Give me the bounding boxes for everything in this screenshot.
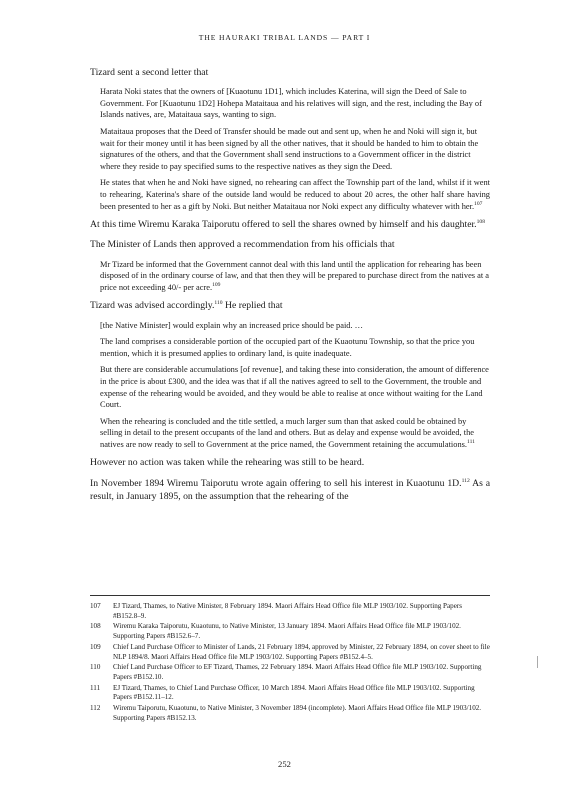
running-header: THE HAURAKI TRIBAL LANDS — PART I (198, 33, 371, 42)
footnote (90, 643, 490, 662)
footnote-text: Chief Land Purchase Officer to EF Tizard, Thames, 22 February 1894. Maori Affairs Head Office file MLP 1903/102. Supporting Papers #B152.10. (113, 663, 482, 681)
block-quote (90, 86, 490, 212)
footnote-number: 109 (90, 642, 101, 651)
paragraph (90, 477, 490, 503)
quote-paragraph: But there are considerable accumulations [of revenue], and taking these into consideration, the amount of difference in the price is about £300, and the idea was that if all the natives agreed to sell to the Government, the trouble and expense of the rehearing would be avoided, and they would be able to realise at once without waiting for the Land Court. (100, 365, 489, 410)
quote-paragraph: [the Native Minister] would explain why an increased price should be paid. … (100, 320, 364, 330)
paragraph: Tizard sent a second letter that (90, 67, 209, 78)
paragraph-text: He replied that (222, 300, 283, 312)
paragraph-text: As a result, in January 1895, on the assumption that the rehearing of the (90, 477, 491, 502)
footnote-ref[interactable]: 110 (214, 300, 223, 307)
quote-paragraph (90, 259, 490, 294)
paragraph: The Minister of Lands then approved a recommendation from his officials that (90, 239, 395, 251)
footnote-ref[interactable]: 109 (212, 281, 221, 288)
paragraph: However no action was taken while the rehearing was still to be heard. (90, 457, 365, 469)
quote-text: When the rehearing is concluded and the title settled, a much larger sum than that asked could be obtained by selling in detail to the present occupants of the land and others. But as delay and expense would be avoided, the natives are now ready to sell to Government at the price named, the Government retaining the accumulations. (100, 416, 474, 449)
footnote-ref[interactable]: 111 (466, 439, 475, 446)
footnote-ref[interactable]: 112 (461, 477, 470, 484)
footnote (90, 663, 490, 682)
paragraph-text: Tizard was advised accordingly. (90, 300, 215, 312)
quote-paragraph: Mataitaua proposes that the Deed of Transfer should be made out and sent up, when he and Noki will sign it, but wait for their money until it has been signed by all the other natives, that it should be handed to him to obtain the signatures of the others, and that the Government shall send instructions to a Government officer in the district where they reside to pay specified sums to the respective natives as they sign the Deed. (100, 126, 479, 171)
quote-paragraph: Harata Noki states that the owners of [Kuaotunu 1D1], which includes Katerina, will sign the Deed of Sale to Government. For [Kuaotunu 1D2] Hohepa Mataitaua and his relatives will sign, and the rest, including the Bay of Islands natives, are, Mataitaua says, wanting to sign. (100, 87, 482, 120)
margin-mark (537, 656, 538, 668)
footnote (90, 684, 490, 703)
main-text (90, 66, 490, 510)
block-quote (90, 259, 490, 294)
footnote-number: 110 (90, 663, 101, 672)
paragraph-text: At this time Wiremu Karaka Taiporutu offered to sell the shares owned by himself and his daughter. (90, 219, 477, 231)
footnote-ref[interactable]: 107 (474, 200, 483, 207)
footnote-text: Wiremu Taiporutu, Kuaotunu, to Native Minister, 3 November 1894 (incomplete). Maori Affairs Head Office file MLP 1903/102. Supporting Papers #B152.13. (113, 704, 482, 722)
quote-paragraph: The land comprises a considerable portion of the occupied part of the Kuaotunu Township, so that the price you mention, which it is presumed applies to ordinary land, is quite inadequate. (100, 337, 475, 358)
footnote-text: Chief Land Purchase Officer to Minister of Lands, 21 February 1894, approved by Minister, 22 February 1894, on cover sheet to file NLP 1894/8. Maori Affairs Head Office file MLP 1903/102. Supporting Papers #B152.4–5. (113, 642, 490, 661)
quote-paragraph (90, 416, 490, 451)
footnote-number: 112 (90, 704, 101, 713)
footnote-text: EJ Tizard, Thames, to Native Minister, 8 February 1894. Maori Affairs Head Office file MLP 1903/102. Supporting Papers #B152.8–9. (113, 602, 462, 620)
footnote-number: 108 (90, 622, 101, 631)
footnote-text: Wiremu Karaka Taiporutu, Kuaotunu, to Native Minister, 13 January 1894. Maori Affairs Head Office file MLP 1903/102. Supporting Papers #B152.6–7. (113, 622, 461, 641)
footnote-number: 111 (90, 683, 101, 692)
footnotes (90, 595, 490, 724)
page-number: 252 (278, 759, 291, 769)
footnote-ref[interactable]: 108 (476, 218, 485, 225)
paragraph (90, 218, 490, 231)
footnote (90, 602, 490, 621)
footnote-number: 107 (90, 602, 101, 610)
footnote (90, 622, 490, 641)
quote-paragraph (90, 177, 490, 212)
footnote (90, 704, 490, 723)
quote-text: He states that when he and Noki have signed, no rehearing can affect the Township part of the land, whilst if it went to rehearing, Katerina's share of the outside land would be reduced to about 20 acres, the other half share having been presented to her as a gift by Noki. But neither Mataitaua nor Noki expect any difficulty whatever with her. (100, 178, 490, 211)
quote-text: Mr Tizard be informed that the Government cannot deal with this land until the application for rehearing has been disposed of in the ordinary course of law, and that then they will be prepared to purchase direct from the natives at a price not exceeding 40/- per acre. (100, 259, 489, 292)
block-quote (90, 320, 490, 451)
paragraph-text: In November 1894 Wiremu Taiporutu wrote again offering to sell his interest in Kuaotunu 1D. (90, 477, 462, 489)
footnote-text: EJ Tizard, Thames, to Chief Land Purchase Officer, 10 March 1894. Maori Affairs Head Office file MLP 1903/102. Supporting Papers #B152.11–12. (113, 683, 475, 702)
paragraph (90, 299, 490, 312)
